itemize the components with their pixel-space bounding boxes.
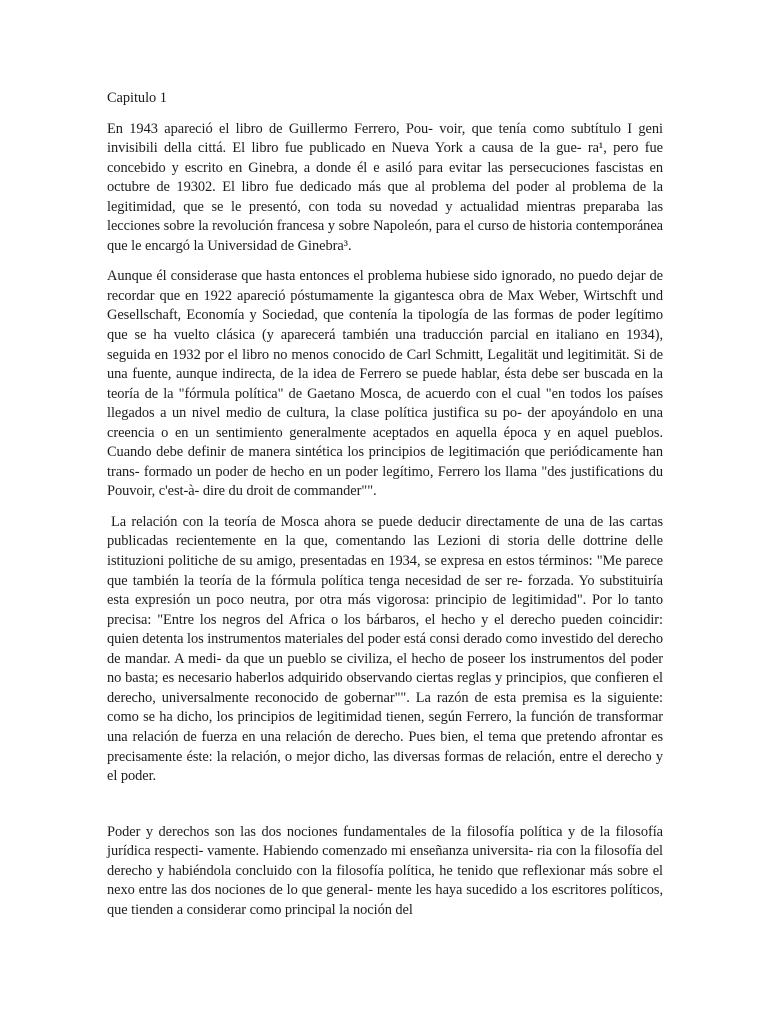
paragraph-4: Poder y derechos son las dos nociones fundamentales de la filosofía política y de la filosofía jurídica respecti- vamente. Habiendo comenzado mi enseñanza universita- ria con la filosofía del derecho y habiéndola concluido con la filosofía política, he tenido que reflexionar más sobre el nexo entre las dos nociones de lo que general- mente les haya sucedido a los escritores políticos, que tienden a considerar como principal la noción del	[107, 823, 663, 918]
document-page	[107, 89, 663, 931]
paragraph-1: En 1943 apareció el libro de Guillermo Ferrero, Pou- voir, que tenía como subtítulo I geni invisibili della cittá. El libro fue publicado en Nueva York a causa de la gue- ra¹, pero fue concebido y escrito en Ginebra, a donde él e asiló para evitar las persecuciones fascistas en octubre de 19302. El libro fue dedicado más que al problema del poder al problema de la legitimidad, que se le presentó, con toda su novedad y actualidad mientras preparaba las lecciones sobre la revolución francesa y sobre Napoleón, para el curso de historia contemporánea que le encargó la Universidad de Ginebra³.	[107, 120, 663, 254]
paragraph-3: La relación con la teoría de Mosca ahora se puede deducir directamente de una de las cartas publicadas recientemente en la que, comentando las Lezioni di storia delle dottrine delle istituzioni politiche de su amigo, presentadas en 1934, se expresa en estos términos: "Me parece que también la teoría de la fórmula política tenga necesidad de ser re- forzada. Yo substituiría esta expresión un poco neutra, por otra más vigorosa: principio de legitimidad". Por lo tanto precisa: "Entre los negros del Africa o los bárbaros, el hecho y el derecho pueden coincidir: quien detenta los instrumentos materiales del poder está consi derado como investido del derecho de mandar. A medi- da que un pueblo se civiliza, el hecho de poseer los instrumentos del poder no basta; es necesario haberlos adquirido observando ciertas reglas y principios, que confieren el derecho, universalmente reconocido de gobernar"". La razón de esta premisa es la siguiente: como se ha dicho, los principios de legitimidad tienen, según Ferrero, la función de transformar una relación de fuerza en una relación de derecho. Pues bien, el tema que pretendo afrontar es precisamente éste: la relación, o mejor dicho, las diversas formas de relación, entre el derecho y el poder.	[107, 513, 663, 785]
paragraph-2: Aunque él considerase que hasta entonces el problema hubiese sido ignorado, no puedo dejar de recordar que en 1922 apareció póstumamente la gigantesca obra de Max Weber, Wirtschft und Gesellschaft, Economía y Sociedad, que contenía la tipología de las formas de poder legítimo que se ha vuelto clásica (y aparecerá también una traducción parcial en italiano en 1934), seguida en 1932 por el libro no menos conocido de Carl Schmitt, Legalität und legitimität. Si de una fuente, aunque indirecta, de la idea de Ferrero se puede hablar, ésta debe ser buscada en la teoría de la "fórmula política" de Gaetano Mosca, de acuerdo con el cual "en todos los países llegados a un nivel medio de cultura, la clase política justifica su po- der apoyándolo en una creencia o en un sentimiento generalmente aceptados en aquella época y en aquel pueblos. Cuando debe definir de manera sintética los principios de legitimación que periódicamente han trans- formado un poder de hecho en un poder legítimo, Ferrero los llama "des justifications du Pouvoir, c'est-à- dire du droit de commander"".	[107, 268, 663, 500]
chapter-title: Capitulo 1	[107, 90, 167, 106]
